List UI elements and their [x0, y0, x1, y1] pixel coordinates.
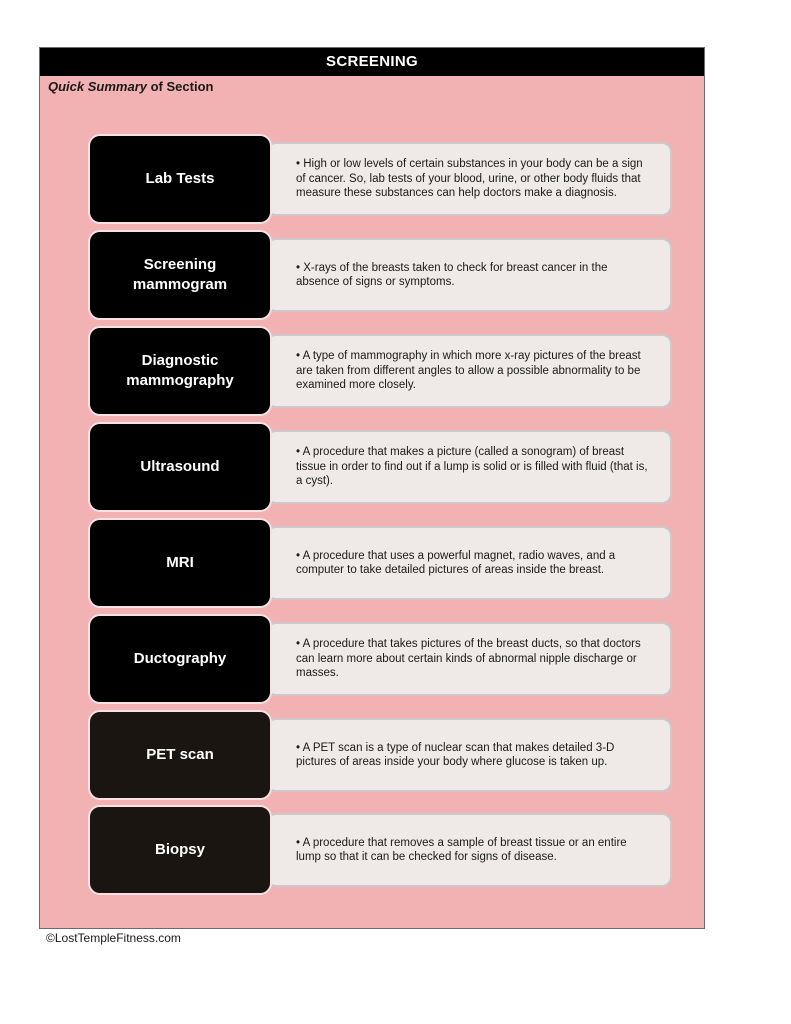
term-box: PET scan	[88, 710, 272, 800]
copyright-footer: ©LostTempleFitness.com	[46, 931, 181, 945]
description-box	[266, 334, 672, 408]
bullet: •	[296, 836, 301, 849]
term-row-ductography	[88, 614, 678, 704]
term-box: Ductography	[88, 614, 272, 704]
screening-panel	[39, 47, 705, 929]
bullet: •	[296, 261, 301, 274]
term-box: Ultrasound	[88, 422, 272, 512]
term-row-diagnostic-mammography	[88, 326, 678, 416]
term-box: Diagnostic mammography	[88, 326, 272, 416]
description-box	[266, 430, 672, 504]
description-text: A procedure that takes pictures of the breast ducts, so that doctors can learn more about certain kinds of abnormal nipple discharge or masses.	[296, 638, 641, 680]
term-box: Biopsy	[88, 805, 272, 895]
description-box	[266, 718, 672, 792]
description-box	[266, 142, 672, 216]
bullet: •	[296, 446, 301, 459]
description-box	[266, 622, 672, 696]
section-header: SCREENING	[40, 48, 704, 76]
term-box: Lab Tests	[88, 134, 272, 224]
subtitle-rest: of Section	[147, 79, 214, 94]
subtitle-italic: Quick Summary	[48, 79, 147, 94]
term-row-biopsy	[88, 805, 678, 895]
description-box	[266, 238, 672, 312]
description-text: A procedure that uses a powerful magnet, radio waves, and a computer to take detailed pictures of areas inside the breast.	[296, 549, 616, 576]
description-text: X-rays of the breasts taken to check for breast cancer in the absence of signs or symptoms.	[296, 261, 608, 288]
bullet: •	[296, 350, 301, 363]
term-row-ultrasound	[88, 422, 678, 512]
description-text: A procedure that makes a picture (called a sonogram) of breast tissue in order to find out if a lump is solid or is filled with fluid (that is, a cyst).	[296, 446, 648, 488]
description-text: A procedure that removes a sample of breast tissue or an entire lump so that it can be checked for signs of disease.	[296, 836, 627, 863]
section-subtitle	[48, 79, 213, 94]
term-row-mri	[88, 518, 678, 608]
bullet: •	[296, 741, 301, 754]
term-row-screening-mammogram	[88, 230, 678, 320]
description-box	[266, 526, 672, 600]
term-box: Screening mammogram	[88, 230, 272, 320]
bullet: •	[296, 638, 301, 651]
term-row-pet-scan	[88, 710, 678, 800]
term-row-lab-tests	[88, 134, 678, 224]
description-box	[266, 813, 672, 887]
term-box: MRI	[88, 518, 272, 608]
description-text: A type of mammography in which more x-ray pictures of the breast are taken from different angles to allow a possible abnormality to be examined more closely.	[296, 350, 641, 392]
bullet: •	[296, 549, 301, 562]
bullet: •	[296, 158, 301, 171]
description-text: A PET scan is a type of nuclear scan that makes detailed 3-D pictures of areas inside your body where glucose is taken up.	[296, 741, 615, 768]
description-text: High or low levels of certain substances in your body can be a sign of cancer. So, lab tests of your blood, urine, or other body fluids that measure these substances can help doctors make a diagnosis.	[296, 158, 643, 200]
